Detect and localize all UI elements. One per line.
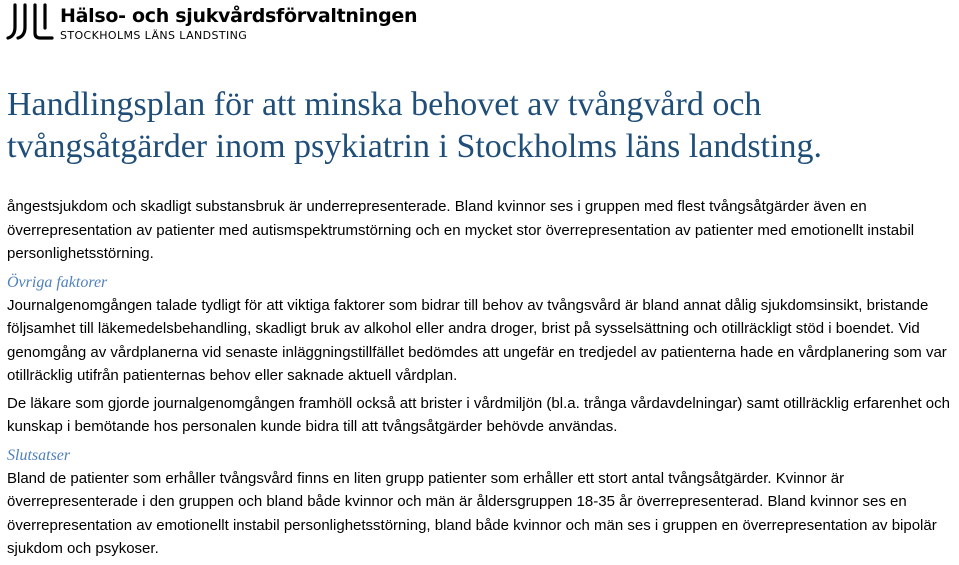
page-header <box>6 3 417 43</box>
org-name: Hälso- och sjukvårdsförvaltningen <box>60 5 418 27</box>
document-body <box>7 195 952 565</box>
slutsatser-paragraph: Bland de patienter som erhåller tvångsvård finns en liten grupp patienter som erhåller ett stort antal tvångsåtgärder. Kvinnor är överrepresenterade i den gruppen och bland både kvinnor och män är åldersgruppen 18-35 år överrepresenterad. Bland kvinnor ses en överrepresentation av emotionellt instabil personlighetsstörning, bland både kvinnor och män ses i gruppen en överrepresentation av bipolär sjukdom och psykoser. <box>7 469 937 557</box>
logo-text <box>60 3 417 41</box>
sll-logo-icon <box>6 3 54 41</box>
ovriga-faktorer-paragraph-2: De läkare som gjorde journalgenomgången framhöll också att brister i vårdmiljön (bl.a. trånga vårdavdelningar) samt otillräcklig erfarenhet och kunskap i bemötande hos personalen kunde bidra till att tvångsåtgärder behövde användas. <box>7 394 950 435</box>
ovriga-faktorer-paragraph-1: Journalgenomgången talade tydligt för att viktiga faktorer som bidrar till behov av tvångsvård är bland annat dålig sjukdomsinsikt, bristande följsamhet till läkemedelsbehandling, skadligt bruk av alkohol eller andra droger, brist på sysselsättning och otillräckligt stöd i boendet. Vid genomgång av vårdplanerna vid senaste inläggningstillfället bedömdes att ungefär en tredjedel av patienterna hade en vårdplanering som var otillräcklig utifrån patienternas behov eller saknade aktuell vårdplan. <box>7 296 947 384</box>
document-title: Handlingsplan för att minska behovet av tvångvård och tvångsåtgärder inom psykiatrin i Stockholms läns landsting. <box>7 86 822 165</box>
intro-paragraph: ångestsjukdom och skadligt substansbruk är underrepresenterade. Bland kvinnor ses i gruppen med flest tvångsåtgärder även en överrepresentation av patienter med autismspektrumstörning och en mycket stor överrepresentation av patienter med emotionellt instabil personlighetsstörning. <box>7 198 915 262</box>
heading-ovriga-faktorer: Övriga faktorer <box>7 273 108 291</box>
org-subtitle: STOCKHOLMS LÄNS LANDSTING <box>60 29 248 42</box>
heading-slutsatser: Slutsatser <box>7 446 71 464</box>
